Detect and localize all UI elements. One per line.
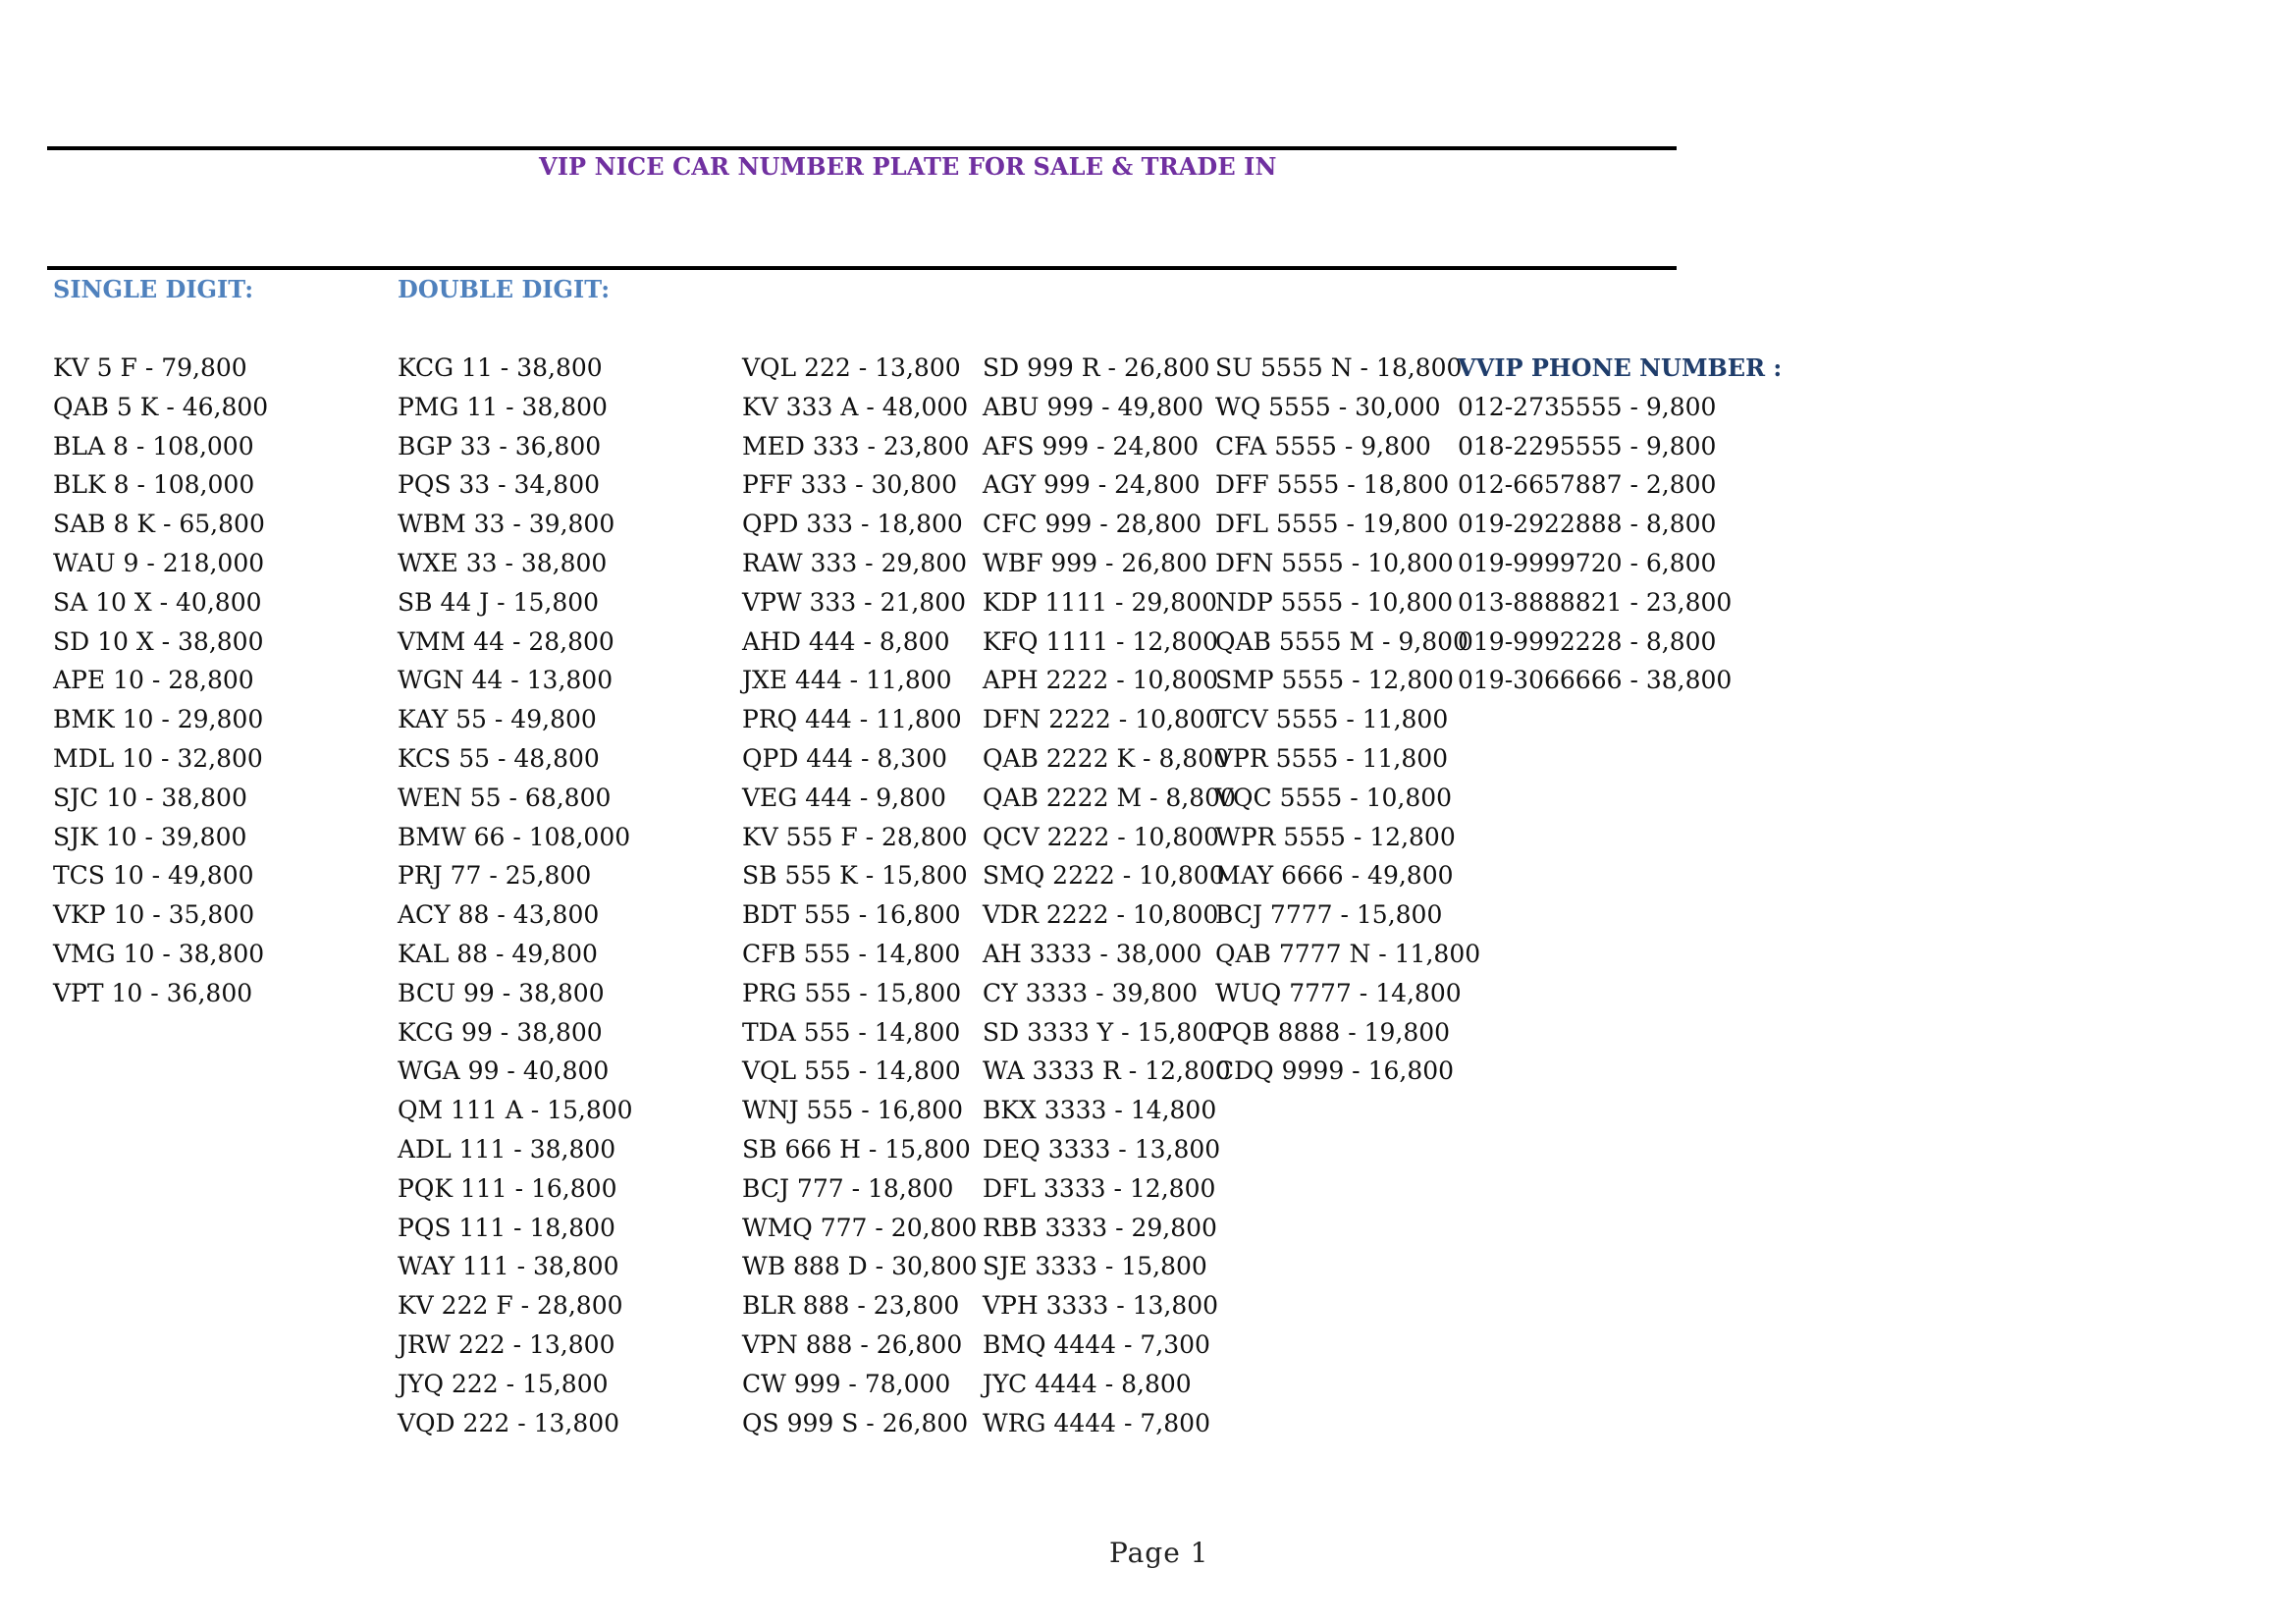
- plate-entry: VPH 3333 - 13,800: [983, 1291, 1219, 1321]
- phone-number-entry: 019-2922888 - 8,800: [1458, 510, 1717, 539]
- plate-entry: WAU 9 - 218,000: [53, 548, 265, 577]
- plate-entry: VKP 10 - 35,800: [53, 900, 255, 930]
- plate-entry: SJE 3333 - 15,800: [983, 1252, 1207, 1281]
- plate-entry: VQL 555 - 14,800: [742, 1056, 961, 1086]
- plate-entry: DFF 5555 - 18,800: [1215, 470, 1450, 500]
- plate-entry: WPR 5555 - 12,800: [1215, 822, 1456, 851]
- plate-entry: WMQ 777 - 20,800: [742, 1213, 978, 1242]
- phone-section-label: VVIP PHONE NUMBER :: [1458, 353, 1783, 382]
- plate-entry: BGP 33 - 36,800: [398, 431, 602, 460]
- plate-entry: TCS 10 - 49,800: [53, 861, 254, 891]
- plate-column-2: [398, 349, 633, 1442]
- plate-entry: SB 666 H - 15,800: [742, 1134, 971, 1164]
- plate-entry: SD 10 X - 38,800: [53, 626, 264, 656]
- plate-entry: APH 2222 - 10,800: [983, 666, 1219, 695]
- plate-entry: WGN 44 - 13,800: [398, 666, 614, 695]
- plate-entry: QPD 333 - 18,800: [742, 510, 963, 539]
- plate-entry: QS 999 S - 26,800: [742, 1408, 969, 1437]
- plate-entry: BKX 3333 - 14,800: [983, 1096, 1217, 1125]
- plate-entry: WB 888 D - 30,800: [742, 1252, 978, 1281]
- double-digit-header: DOUBLE DIGIT:: [398, 275, 611, 303]
- plate-entry: VQL 222 - 13,800: [742, 353, 961, 382]
- plate-entry: BMK 10 - 29,800: [53, 705, 264, 734]
- page-number: Page 1: [1109, 1537, 1209, 1569]
- plate-entry: MED 333 - 23,800: [742, 431, 970, 460]
- plate-entry: DFL 3333 - 12,800: [983, 1173, 1216, 1203]
- plate-entry: QAB 5555 M - 9,800: [1215, 626, 1468, 656]
- plate-entry: VMG 10 - 38,800: [53, 939, 265, 968]
- plate-entry: KV 5 F - 79,800: [53, 353, 247, 382]
- plate-entry: ADL 111 - 38,800: [398, 1134, 616, 1164]
- plate-entry: RBB 3333 - 29,800: [983, 1213, 1217, 1242]
- plate-entry: SA 10 X - 40,800: [53, 587, 262, 617]
- plate-entry: BCJ 7777 - 15,800: [1215, 900, 1443, 930]
- plate-entry: DFN 5555 - 10,800: [1215, 548, 1454, 577]
- plate-entry: SB 555 K - 15,800: [742, 861, 968, 891]
- plate-entry: CFB 555 - 14,800: [742, 939, 961, 968]
- plate-entry: MDL 10 - 32,800: [53, 743, 263, 773]
- plate-entry: QM 111 A - 15,800: [398, 1096, 633, 1125]
- plate-entry: BDT 555 - 16,800: [742, 900, 961, 930]
- plate-entry: PMG 11 - 38,800: [398, 392, 608, 421]
- phone-number-column: [1458, 349, 1782, 700]
- plate-entry: WBF 999 - 26,800: [983, 548, 1207, 577]
- plate-entry: VDR 2222 - 10,800: [983, 900, 1219, 930]
- plate-entry: MAY 6666 - 49,800: [1215, 861, 1454, 891]
- plate-entry: DFN 2222 - 10,800: [983, 705, 1221, 734]
- plate-entry: WNJ 555 - 16,800: [742, 1096, 964, 1125]
- top-divider: [47, 146, 1677, 150]
- plate-entry: WGA 99 - 40,800: [398, 1056, 610, 1086]
- plate-entry: PQK 111 - 16,800: [398, 1173, 617, 1203]
- plate-entry: AHD 444 - 8,800: [742, 626, 950, 656]
- plate-entry: BLA 8 - 108,000: [53, 431, 254, 460]
- plate-entry: NDP 5555 - 10,800: [1215, 587, 1454, 617]
- phone-number-entry: 019-9999720 - 6,800: [1458, 548, 1717, 577]
- plate-entry: WAY 111 - 38,800: [398, 1252, 619, 1281]
- plate-entry: SJC 10 - 38,800: [53, 783, 247, 812]
- plate-entry: WXE 33 - 38,800: [398, 548, 608, 577]
- plate-entry: TCV 5555 - 11,800: [1215, 705, 1449, 734]
- plate-entry: QAB 2222 M - 8,800: [983, 783, 1236, 812]
- plate-entry: RAW 333 - 29,800: [742, 548, 968, 577]
- plate-entry: VPT 10 - 36,800: [53, 978, 253, 1007]
- plate-entry: DEQ 3333 - 13,800: [983, 1134, 1221, 1164]
- plate-entry: VQD 222 - 13,800: [398, 1408, 620, 1437]
- plate-entry: PQS 111 - 18,800: [398, 1213, 615, 1242]
- plate-entry: BCU 99 - 38,800: [398, 978, 605, 1007]
- plate-entry: DFL 5555 - 19,800: [1215, 510, 1449, 539]
- plate-entry: QPD 444 - 8,300: [742, 743, 947, 773]
- plate-entry: WUQ 7777 - 14,800: [1215, 978, 1462, 1007]
- plate-entry: KAY 55 - 49,800: [398, 705, 597, 734]
- plate-entry: SMP 5555 - 12,800: [1215, 666, 1454, 695]
- plate-entry: APE 10 - 28,800: [53, 666, 254, 695]
- plate-entry: VPW 333 - 21,800: [742, 587, 967, 617]
- plate-entry: SB 44 J - 15,800: [398, 587, 600, 617]
- plate-entry: ACY 88 - 43,800: [398, 900, 600, 930]
- plate-entry: WEN 55 - 68,800: [398, 783, 612, 812]
- plate-entry: KAL 88 - 49,800: [398, 939, 598, 968]
- plate-entry: VPN 888 - 26,800: [742, 1329, 963, 1359]
- plate-entry: TDA 555 - 14,800: [742, 1017, 961, 1047]
- page-title: VIP NICE CAR NUMBER PLATE FOR SALE & TRADE IN: [539, 152, 1277, 181]
- single-digit-header: SINGLE DIGIT:: [53, 275, 254, 303]
- plate-entry: SJK 10 - 39,800: [53, 822, 247, 851]
- plate-entry: PRG 555 - 15,800: [742, 978, 962, 1007]
- plate-entry: KFQ 1111 - 12,800: [983, 626, 1218, 656]
- plate-entry: VQC 5555 - 10,800: [1215, 783, 1453, 812]
- plate-entry: BMQ 4444 - 7,300: [983, 1329, 1210, 1359]
- plate-entry: KCG 11 - 38,800: [398, 353, 603, 382]
- phone-number-entry: 012-2735555 - 9,800: [1458, 392, 1717, 421]
- plate-entry: SMQ 2222 - 10,800: [983, 861, 1225, 891]
- plate-entry: SD 999 R - 26,800: [983, 353, 1210, 382]
- plate-entry: WRG 4444 - 7,800: [983, 1408, 1210, 1437]
- plate-entry: KV 222 F - 28,800: [398, 1291, 623, 1321]
- phone-number-entry: 019-9992228 - 8,800: [1458, 626, 1717, 656]
- plate-entry: PFF 333 - 30,800: [742, 470, 957, 500]
- plate-entry: JYC 4444 - 8,800: [983, 1369, 1192, 1398]
- plate-column-1: [53, 349, 268, 1013]
- plate-entry: KCS 55 - 48,800: [398, 743, 600, 773]
- plate-entry: KV 333 A - 48,000: [742, 392, 969, 421]
- plate-entry: AH 3333 - 38,000: [983, 939, 1202, 968]
- plate-entry: SAB 8 K - 65,800: [53, 510, 265, 539]
- plate-entry: WA 3333 R - 12,800: [983, 1056, 1231, 1086]
- plate-entry: KDP 1111 - 29,800: [983, 587, 1217, 617]
- plate-entry: PRJ 77 - 25,800: [398, 861, 592, 891]
- plate-entry: CFA 5555 - 9,800: [1215, 431, 1431, 460]
- plate-entry: PQS 33 - 34,800: [398, 470, 601, 500]
- plate-entry: BLR 888 - 23,800: [742, 1291, 960, 1321]
- plate-column-5: [1215, 349, 1480, 1091]
- plate-entry: QAB 2222 K - 8,800: [983, 743, 1230, 773]
- plate-entry: BCJ 777 - 18,800: [742, 1173, 954, 1203]
- plate-entry: CY 3333 - 39,800: [983, 978, 1199, 1007]
- plate-entry: PQB 8888 - 19,800: [1215, 1017, 1451, 1047]
- plate-entry: BMW 66 - 108,000: [398, 822, 631, 851]
- plate-entry: QAB 5 K - 46,800: [53, 392, 269, 421]
- plate-entry: PRQ 444 - 11,800: [742, 705, 962, 734]
- plate-entry: VEG 444 - 9,800: [742, 783, 946, 812]
- plate-entry: ABU 999 - 49,800: [983, 392, 1203, 421]
- plate-entry: QCV 2222 - 10,800: [983, 822, 1220, 851]
- plate-entry: JRW 222 - 13,800: [398, 1329, 615, 1359]
- plate-entry: KCG 99 - 38,800: [398, 1017, 603, 1047]
- plate-entry: QAB 7777 N - 11,800: [1215, 939, 1481, 968]
- plate-entry: WQ 5555 - 30,000: [1215, 392, 1441, 421]
- plate-entry: SD 3333 Y - 15,800: [983, 1017, 1224, 1047]
- plate-entry: CDQ 9999 - 16,800: [1215, 1056, 1455, 1086]
- phone-number-entry: 018-2295555 - 9,800: [1458, 431, 1717, 460]
- plate-entry: AFS 999 - 24,800: [983, 431, 1200, 460]
- plate-entry: KV 555 F - 28,800: [742, 822, 968, 851]
- phone-number-entry: 013-8888821 - 23,800: [1458, 587, 1733, 617]
- plate-entry: SU 5555 N - 18,800: [1215, 353, 1463, 382]
- plate-entry: VPR 5555 - 11,800: [1215, 743, 1449, 773]
- plate-entry: JYQ 222 - 15,800: [398, 1369, 609, 1398]
- plate-column-4: [983, 349, 1236, 1442]
- plate-entry: CW 999 - 78,000: [742, 1369, 951, 1398]
- plate-entry: JXE 444 - 11,800: [742, 666, 952, 695]
- plate-entry: CFC 999 - 28,800: [983, 510, 1202, 539]
- header-divider: [47, 266, 1677, 270]
- plate-entry: WBM 33 - 39,800: [398, 510, 615, 539]
- plate-entry: AGY 999 - 24,800: [983, 470, 1201, 500]
- phone-number-entry: 012-6657887 - 2,800: [1458, 470, 1717, 500]
- plate-column-3: [742, 349, 978, 1442]
- plate-entry: BLK 8 - 108,000: [53, 470, 255, 500]
- plate-entry: VMM 44 - 28,800: [398, 626, 614, 656]
- phone-number-entry: 019-3066666 - 38,800: [1458, 666, 1733, 695]
